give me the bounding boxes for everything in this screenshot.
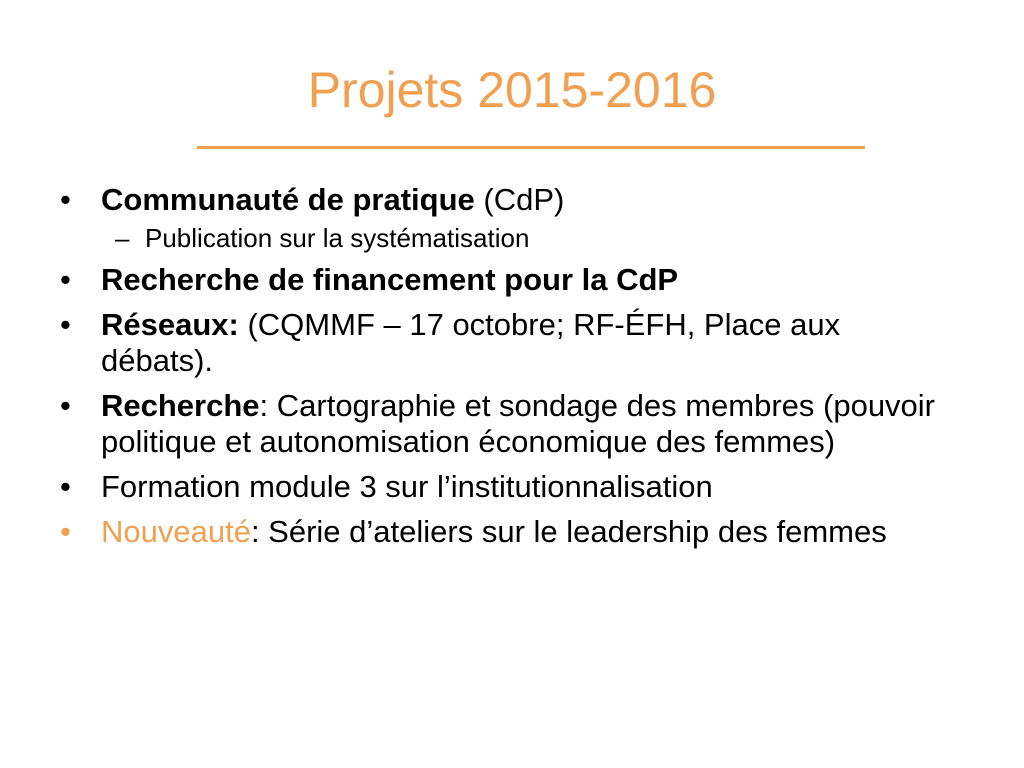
sub-item-publication: [60, 221, 960, 255]
bullet-bold-text: Réseaux:: [101, 307, 239, 342]
bullet-item-formation: [60, 469, 960, 505]
bullet-marker: •: [60, 469, 71, 504]
bullet-item-communaute: [60, 182, 960, 218]
bullet-text: (CdP): [474, 182, 565, 217]
bullet-bold-text: Recherche de financement pour la CdP: [101, 262, 679, 297]
title-underline: [197, 146, 865, 149]
bullet-list: [60, 182, 960, 559]
bullet-marker: •: [60, 182, 71, 217]
bullet-text: : Cartographie et sondage des membres (pouvoir politique et autonomisation économique des femmes): [101, 388, 936, 459]
bullet-accent-text: Nouveauté: [101, 514, 251, 549]
bullet-marker: •: [60, 307, 71, 342]
bullet-marker: •: [60, 388, 71, 423]
sub-item-text: Publication sur la systématisation: [145, 223, 530, 253]
bullet-text: : Série d’ateliers sur le leadership des femmes: [250, 514, 887, 549]
bullet-marker: •: [60, 262, 71, 297]
bullet-text: (CQMMF – 17 octobre; RF-ÉFH, Place aux débats).: [101, 307, 841, 378]
bullet-text: Formation module 3 sur l’institutionnalisation: [101, 469, 713, 504]
bullet-bold-text: Communauté de pratique: [101, 182, 475, 217]
sub-marker: –: [115, 223, 130, 253]
bullet-item-nouveaute: [60, 514, 960, 550]
bullet-item-financement: [60, 262, 960, 298]
bullet-marker: •: [60, 514, 71, 549]
bullet-item-recherche: [60, 388, 960, 460]
bullet-item-reseaux: [60, 307, 960, 379]
bullet-bold-text: Recherche: [101, 388, 260, 423]
slide-title: Projets 2015-2016: [307, 62, 717, 118]
